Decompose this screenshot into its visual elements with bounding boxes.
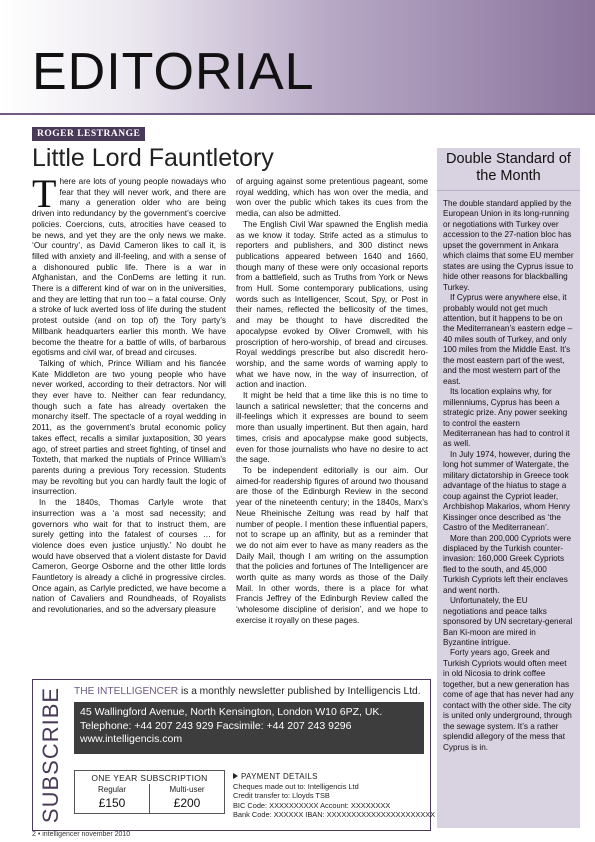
phone-fax: Telephone: +44 207 243 929 Facsimile: +44 207 243 9296 <box>80 719 352 732</box>
subscribe-lead <box>74 686 421 697</box>
sidebar-paragraph: In July 1974, however, during the long hot summer of Watergate, the military dictatorship in Greece took advantage of the hiatus to stage a coup against the Cypriot leader, Archbishop Makarios, whom Henry Kissinger once described as ‘the Castro of the Mediterranean’. <box>443 449 571 533</box>
postal-address: 45 Wallingford Avenue, North Kensington, London W10 6PZ, UK. <box>80 706 383 718</box>
subscription-plan-table <box>74 770 225 814</box>
article-paragraph: Talking of which, Prince William and his fiancée Kate Middleton are two young people who have never worked, according to their detractors. Nor will they ever have to. Neither can fear redundancy, though such a fate has already overtaken the monarchy itself. The spectacle of a royal wedding in 2011, as the government’s brutal economic policy takes effect, recalls a similar juxtaposition, 30 years ago, of street parties and street fighting, of tinsel and Toxteth, that marked the nuptials of Prince William’s parents during a previous Tory recession. Students may be revolting but you can hardly fault the logic of insurrection. <box>32 358 226 497</box>
payment-line: BIC Code: XXXXXXXXXX Account: XXXXXXXX <box>233 800 391 810</box>
article-column-2 <box>236 177 428 627</box>
sidebar-paragraph: More than 200,000 Cypriots were displaced by the Turkish counter-invasion: 160,000 Greek Cypriots fled to the south, and 45,000 Turkish Cypriots left their enclaves and went north. <box>443 533 572 595</box>
sidebar-body <box>437 191 580 753</box>
payment-line: Credit transfer to: Lloyds TSB <box>233 791 330 801</box>
subscribe-vertical-label <box>33 680 69 829</box>
section-title: EDITORIAL <box>32 43 315 101</box>
paragraph-text: here are lots of young people nowadays who fear that they will never work, and there are many a generation older who are being driven into redundancy by the government’s coercive policies. Coercions, cuts, atrocities have ceased to be news, and yet they are the only news we make. ‘Our country’, as David Cameron likes to call it, is filled with anxiety and ill-feeling, and with a sense of a dishonoured public life. There is a war in Afghanistan, and the ConDems are letting it run. There is a different kind of war on in the universities, and they are letting that run too – a fatal course. Only a stroke of luck averted loss of life during the student protest outside (and on top of) the Tory party’s Millbank headquarters earlier this month. We have become the theatre for a battle of wills, of barbarous egotisms and civil war, of bread and circuses. <box>32 177 226 358</box>
plan-label: Multi-user <box>169 785 205 794</box>
payment-details <box>233 772 436 820</box>
article-paragraph: of arguing against some pretentious pageant, some royal wedding, which has won over the media, and won over the public which takes its cues from the media, can also be admitted. <box>236 177 428 219</box>
article-paragraph: The English Civil War spawned the English media as we know it today. Strife acted as a stimulus to reporters and publishers, and 300 distinct news publications appeared between 1640 and 1660, though many of these were only occasional reports from a battlefield, such as Truths from York or News from Hull. Some contemporary publications, using words such as Intelligencer, Scout, Spy, or Post in their names, reflected the bellicosity of the times, and may be thought to have discredited the apocalypse evoked by Oliver Cromwell, with his proscription of hero-worship, of bread and circuses. Royal weddings prescribe but also discredit hero-worship, and the same words of warning apply to what we have now, in the way of insurrection, of action and inaction. <box>236 219 428 390</box>
contact-panel <box>74 702 424 754</box>
page-footer: 2 • intelligencer november 2010 <box>32 831 131 838</box>
article-paragraph <box>32 171 226 359</box>
payment-title <box>233 772 429 782</box>
payment-title-text: PAYMENT DETAILS <box>241 772 318 781</box>
plan-price: £150 <box>98 796 126 810</box>
sidebar-paragraph: Its location explains why, for millenniums, Cyprus has been a strategic prize. Any power seeking to control the eastern Mediterranean has had to control it as well. <box>443 387 570 449</box>
sidebar-box <box>437 148 580 828</box>
payment-line: Bank Code: XXXXXX IBAN: XXXXXXXXXXXXXXXXXXXXXX <box>233 810 436 820</box>
sidebar-paragraph: Forty years ago, Greek and Turkish Cypriots would often meet in old Nicosia to drink coffee together, but a new generation has come of age that has never had any contact with the other side. The city is united only underground, through the sewage system. It’s a rather splendid allegory of the mess that Cyprus is in. <box>443 648 574 752</box>
plan-multi-user <box>149 784 224 814</box>
brand-name: THE INTELLIGENCER <box>74 686 179 697</box>
sidebar-paragraph: The double standard applied by the European Union in its long-running or negotiations with Turkey over accession to the 27-nation bloc has upset the government in Ankara which claims that some EU member states are using the Cyprus issue to hide other reasons for blackballing Turkey. <box>443 199 574 292</box>
header-band <box>0 0 595 113</box>
article-paragraph: In the 1840s, Thomas Carlyle wrote that insurrection was a ‘a most sad necessity; and governors who wait for that to instruct them, are surely getting into the fatalest of courses … for violence does even justice unjustly.’ No doubt he would have observed that a violent distaste for David Cameron, George Osborne and the other little lords Fauntletory is already a cliché in progressive circles. Once again, as Carlyle predicted, we have become a nation of Cavaliers and Roundheads, of Royalists and revolutionaries, and so the adversary pleasure <box>32 498 226 615</box>
subscribe-box <box>32 679 436 831</box>
lead-text: is a monthly newsletter published by Intelligencis Ltd. <box>178 686 421 697</box>
website-link[interactable]: www.intelligencis.com <box>80 733 183 745</box>
plan-price: £200 <box>173 796 201 810</box>
plan-regular <box>75 784 149 814</box>
article-headline: Little Lord Fauntletory <box>32 144 274 172</box>
drop-cap: T <box>32 171 57 216</box>
sidebar-paragraph: If Cyprus were anywhere else, it probably would not get much attention, but it happens to be on the Mediterranean’s eastern edge – 40 miles south of Turkey, and only 100 miles from the Middle East. It’s the most eastern part of the west, and the most western part of the east. <box>443 293 573 386</box>
sidebar-paragraph: Unfortunately, the EU negotiations and peace talks sponsored by UN secretary-general Ban Ki-moon are mired in Byzantine intrigue. <box>443 596 573 648</box>
plan-title: ONE YEAR SUBSCRIPTION <box>91 773 208 783</box>
subscribe-label-text: SUBSCRIBE <box>38 686 63 823</box>
plan-label: Regular <box>97 785 126 794</box>
article-paragraph: It might be held that a time like this is no time to launch a satirical newsletter; that the concerns and ill-feelings which it expresses are bound to seem more than usually impertinent. But then again, hard times, crisis and apocalypse make good subjects, even for those journalists who have no desire to act the sage. <box>236 391 428 465</box>
article-paragraph: To be independent editorially is our aim. Our aimed-for readership figures of around two thousand are those of the Edinburgh Review in the second year of the nineteenth century; in the 1840s, Marx’s Neue Rheinische Zeitung was read by half that number of people. I mention these influential papers, not to scrape up an affinity, but as a reminder that we do not aim ever to have as many readers as the Daily Mail, though I am writing on the assumption that the policies and fortunes of The Intelligencer are worth quite as many words as those of the Daily Mail. In other words, there is a place for what Francis Jeffrey of the Edinburgh Review called the ‘wholesome discipline of derision’, and we hope to exercise it royally on these pages. <box>236 465 428 625</box>
triangle-right-icon <box>233 773 238 779</box>
sidebar-title: Double Standard of the Month <box>437 148 580 191</box>
article-column-1 <box>32 171 226 616</box>
payment-line: Cheques made out to: Intelligencis Ltd <box>233 781 359 791</box>
author-byline: ROGER LESTRANGE <box>32 127 145 141</box>
header-rule <box>0 113 595 115</box>
